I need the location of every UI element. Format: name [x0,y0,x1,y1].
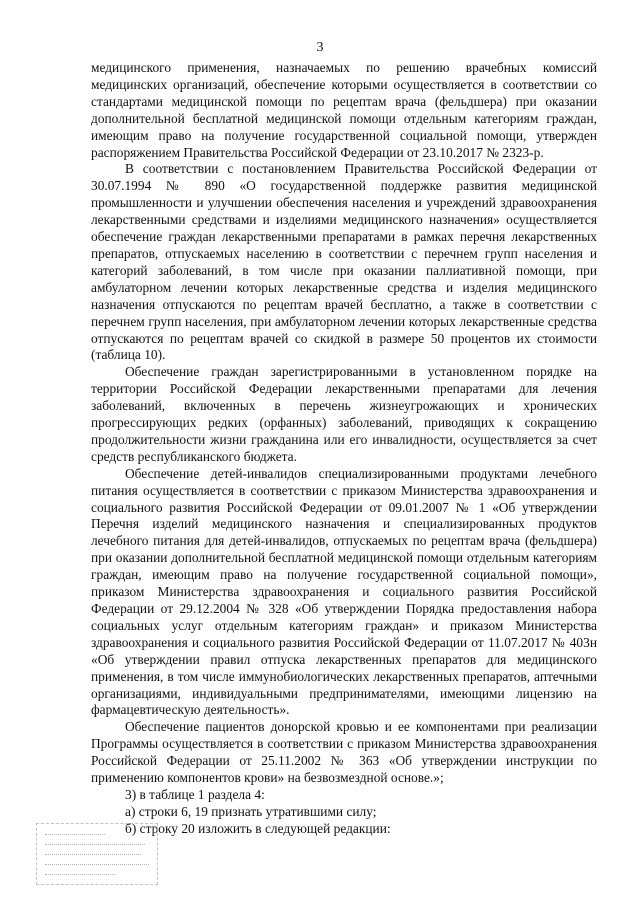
list-item-row-20: б) строку 20 изложить в следующей редакции: [125,820,391,836]
paragraph-orphan-diseases: Обеспечение граждан зарегистрированными в установленном порядке на территории Российской Федерации лекарственными препаратами для лечения заболеваний, включенных в перечень жизнеугрожающих и хронических прогрессирующих редких (орфанных) заболеваний, приводящих к сокращению продолжительности жизни гражданина или его инвалидности, осуществляется за счет средств республиканского бюджета. [91,364,597,464]
paragraph-resolution-890: В соответствии с постановлением Правительства Российской Федерации от 30.07.1994 № 890 «О государственной поддержке развития медицинской промышленности и улучшении обеспечения населения и учреждений здравоохранения лекарственными средствами и изделиями медицинского назначения» осуществляется обеспечение граждан лекарственными препаратами в рамках перечня лекарственных препаратов, отпускаемых населению в соответствии с перечнем групп населения и категорий заболеваний, в том числе при оказании паллиативной помощи, при амбулаторном лечении которых лекарственные средства и изделия медицинского назначения отпускаются по рецептам врачей бесплатно, а также в соответствии с перечнем групп населения, при амбулаторном лечении которых лекарственные средства отпускаются по рецептам врачей со скидкой в размере 50 процентов их стоимости (таблица 10). [91,161,597,363]
paragraph-children-nutrition: Обеспечение детей-инвалидов специализированными продуктами лечебного питания осуществляется в соответствии с приказом Министерства здравоохранения и социального развития Российской Федерации от 09.01.2007 № 1 «Об утверждении Перечня изделий медицинского назначения и специализированных продуктов лечебного питания для детей-инвалидов, отпускаемых по рецептам врача (фельдшера) при оказании дополнительной бесплатной медицинской помощи отдельным категориям граждан, имеющим право на получение государственной социальной помощи», приказом Министерства здравоохранения и социального развития Российской Федерации от 29.12.2004 № 328 «Об утверждении Порядка предоставления набора социальных услуг отдельным категориям граждан» и приказом Министерства здравоохранения и социального развития Российской Федерации от 11.07.2017 № 403н «Об утверждении правил отпуска лекарственных препаратов для медицинского применения, в том числе иммунобиологических лекарственных препаратов, аптечными организациями, индивидуальными предпринимателями, имеющими лицензию на фармацевтическую деятельность». [91,465,597,718]
list-item-table-1: 3) в таблице 1 раздела 4: [125,786,265,802]
paragraph-continuation: медицинского применения, назначаемых по решению врачебных комиссий медицинских организаций, обеспечение которыми осуществляется в соответствии со стандартами медицинской помощи по рецептам врача (фельдшера) при оказании дополнительной бесплатной медицинской помощи отдельным категориям граждан, имеющим право на получение государственной социальной помощи, утвержден распоряжением Правительства Российской Федерации от 23.10.2017 № 2323-р. [91,60,597,160]
list-item-rows-void: а) строки 6, 19 признать утратившими силу; [125,803,377,819]
paragraph-donor-blood: Обеспечение пациентов донорской кровью и ее компонентами при реализации Программы осуществляется в соответствии с приказом Министерства здравоохранения Российской Федерации от 25.11.2002 № 363 «Об утверждении инструкции по применению компонентов крови» на безвозмездной основе.»; [91,719,597,786]
faint-stamp-mark [36,823,158,885]
page-number: 3 [316,40,324,55]
document-body [91,60,597,838]
